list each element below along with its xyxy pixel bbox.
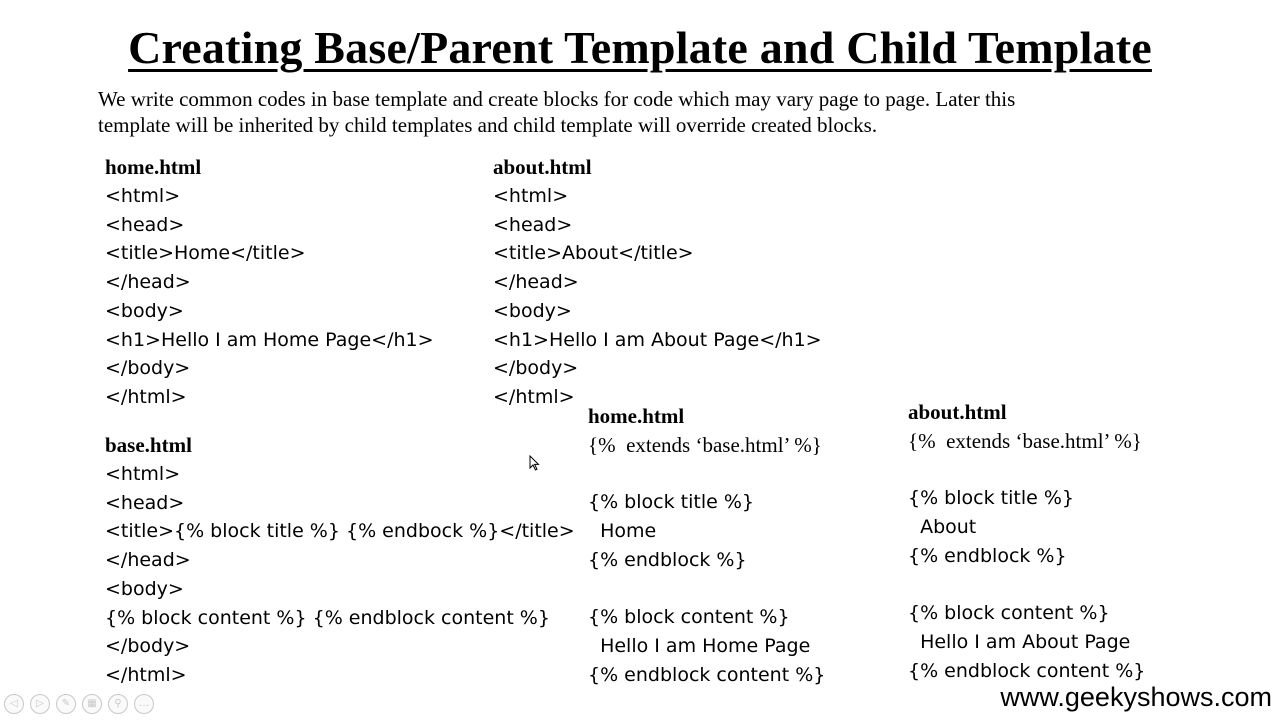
slide-title: Creating Base/Parent Template and Child Template (128, 22, 1152, 73)
watermark: www.geekyshows.com (1000, 682, 1272, 712)
code-line: </head> (493, 271, 579, 294)
extends-line: {% extends ‘base.html’ %} (588, 433, 822, 457)
code-line: <head> (105, 213, 185, 236)
code-line: <head> (493, 213, 573, 236)
code-line: {% block content %} (908, 602, 1110, 625)
code-line: Hello I am About Page (908, 630, 1131, 653)
code-line: <html> (493, 185, 569, 207)
code-line: About (908, 516, 977, 539)
code-line: {% endblock %} (588, 548, 747, 571)
code-line: {% block content %} {% endblock content %} (105, 606, 550, 629)
code-line: {% endblock content %} (588, 663, 826, 686)
code-line (588, 575, 825, 604)
code-line: </html> (105, 385, 187, 408)
code-line: <html> (105, 185, 181, 207)
code-line: </body> (493, 357, 579, 380)
zoom-icon[interactable]: ⚲ (108, 694, 128, 714)
code-line: Hello I am Home Page (588, 634, 811, 657)
code-line: </body> (105, 357, 191, 380)
about-original-filename: about.html (493, 155, 592, 179)
code-line: <head> (105, 491, 185, 514)
code-line: <h1>Hello I am About Page</h1> (493, 328, 822, 351)
pen-icon[interactable]: ✎ (56, 694, 76, 714)
code-line: <body> (105, 577, 184, 600)
base-filename: base.html (105, 433, 192, 457)
code-line (908, 571, 1145, 600)
base-block (105, 431, 575, 690)
code-line: <title>About</title> (493, 242, 694, 265)
about-child-filename: about.html (908, 400, 1007, 424)
code-line: <title>Home</title> (105, 242, 306, 265)
code-line: </head> (105, 549, 191, 572)
next-icon[interactable]: ▷ (30, 694, 50, 714)
code-line: {% endblock content %} (908, 659, 1146, 682)
more-icon[interactable]: … (134, 694, 154, 714)
code-line: {% block title %} (908, 487, 1074, 510)
code-line: </body> (105, 635, 191, 658)
intro-line-1: We write common codes in base template and create blocks for code which may vary page to page. Later this (98, 87, 1016, 111)
about-original-block (493, 153, 822, 412)
code-line: {% endblock %} (908, 544, 1067, 567)
slides-icon[interactable]: ▦ (82, 694, 102, 714)
code-line: Home (588, 520, 657, 543)
home-original-block (105, 153, 434, 412)
intro-text (98, 86, 1188, 138)
about-child-block (908, 398, 1145, 685)
code-line: <body> (105, 299, 184, 322)
code-line (588, 460, 825, 489)
code-line (908, 456, 1145, 485)
code-line: {% block title %} (588, 491, 754, 514)
code-line: <body> (493, 299, 572, 322)
home-child-filename: home.html (588, 404, 685, 428)
code-line: {% block content %} (588, 606, 790, 629)
code-line: </html> (493, 385, 575, 408)
code-line: </head> (105, 271, 191, 294)
slideshow-controls (4, 694, 154, 714)
home-original-filename: home.html (105, 155, 202, 179)
extends-line: {% extends ‘base.html’ %} (908, 429, 1142, 453)
previous-icon[interactable]: ◁ (4, 694, 24, 714)
code-line: <html> (105, 463, 181, 485)
code-line: <h1>Hello I am Home Page</h1> (105, 328, 434, 351)
code-line: </html> (105, 663, 187, 686)
home-child-block (588, 402, 825, 689)
code-line: <title>{% block title %} {% endbock %}</title> (105, 520, 575, 543)
intro-line-2: template will be inherited by child templates and child template will override created blocks. (98, 113, 878, 137)
mouse-cursor-icon (529, 455, 541, 471)
